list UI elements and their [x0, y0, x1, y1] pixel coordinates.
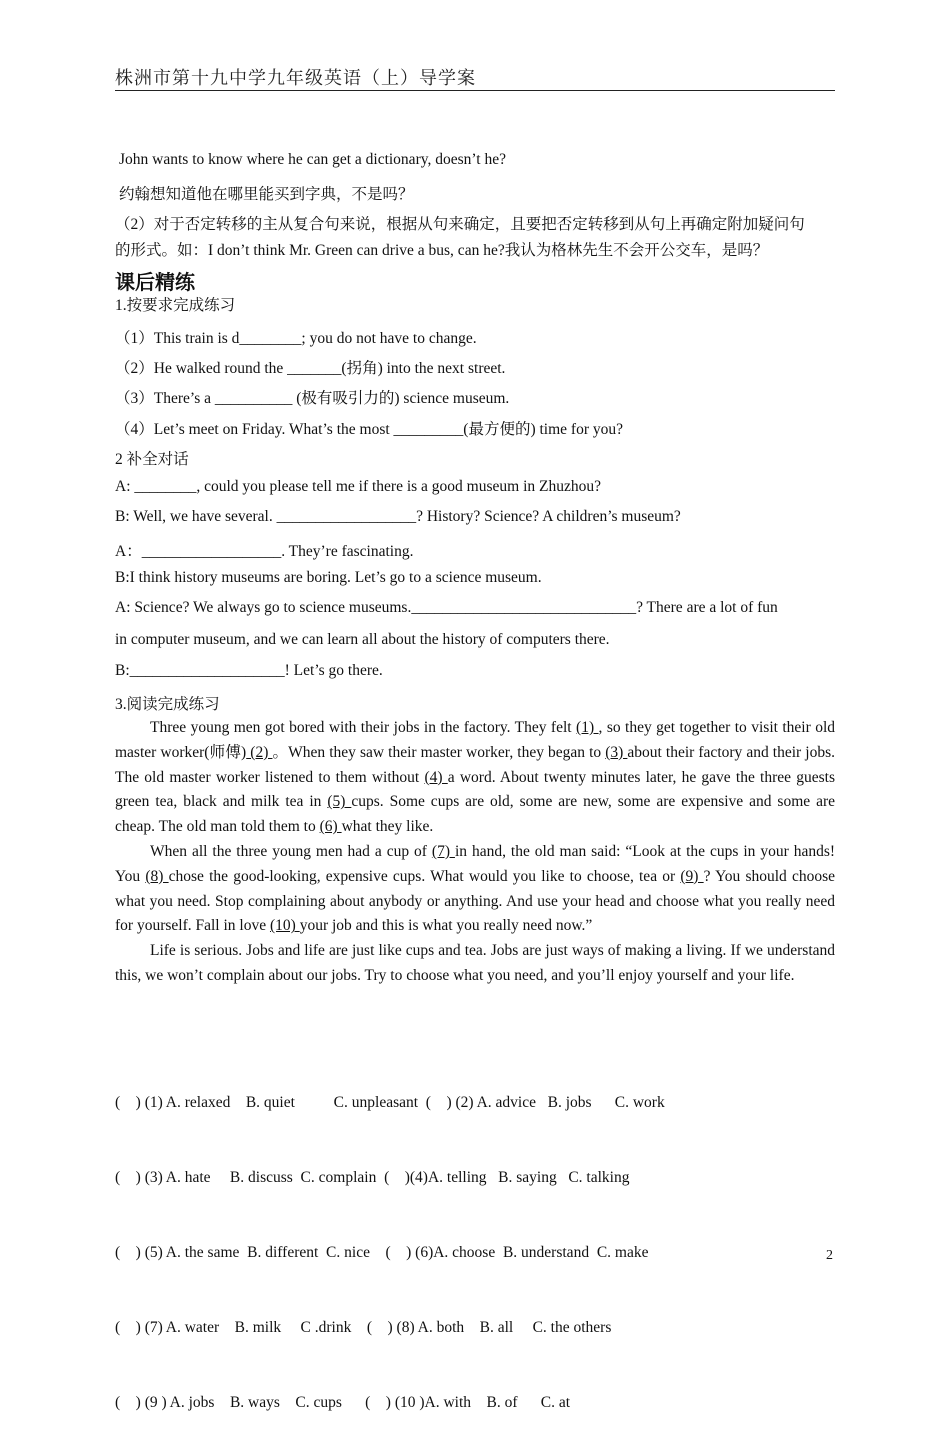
- passage-paragraph-2: When all the three young men had a cup of (7) in hand, the old man said: “Look at the cups in your hands! You (8) chose the good-looking, expensive cups. What would you like to choose, tea or (9) ? You should choose what you need. Stop complaining about anybody or anything. And use your head and choose what you really need for yourself. Fall in love (10) your job and this is what you really need now.”: [115, 842, 836, 935]
- options-list: [115, 1040, 665, 1440]
- ex1-item: （3）There’s a __________ (极有吸引力的) science museum.: [115, 390, 510, 407]
- options-row: ( ) (9 ) A. jobs B. ways C. cups ( ) (10 )A. with B. of C. at: [115, 1394, 571, 1411]
- page-number: 2: [826, 1248, 833, 1263]
- ex1-item: （4）Let’s meet on Friday. What’s the most _________(最方便的) time for you?: [115, 421, 623, 438]
- blank-2: (2): [246, 743, 273, 761]
- grammar-rule2-line1: （2）对于否定转移的主从复合句来说，根据从句来确定，且要把否定转移到从句上再确定附加疑问句: [115, 216, 805, 233]
- blank-3: (3): [605, 743, 628, 761]
- dialogue-line: B:____________________! Let’s go there.: [115, 662, 383, 679]
- reading-passage: [115, 716, 835, 989]
- options-row: ( ) (5) A. the same B. different C. nice ( ) (6)A. choose B. understand C. make: [115, 1244, 649, 1261]
- dialogue-line: B:I think history museums are boring. Let’s go to a science museum.: [115, 569, 542, 586]
- section-title: 课后精练: [115, 272, 195, 294]
- ex1-title: 1.按要求完成练习: [115, 297, 236, 314]
- header-rule: [115, 90, 835, 91]
- blank-10: (10): [269, 917, 300, 935]
- blank-7: (7): [431, 842, 455, 860]
- dialogue-line: A：__________________. They’re fascinating.: [115, 543, 414, 560]
- blank-9: (9): [680, 867, 704, 885]
- blank-6: (6): [319, 818, 342, 836]
- ex2-title: 2 补全对话: [115, 451, 189, 468]
- ex1-item: （1）This train is d________; you do not have to change.: [115, 330, 477, 347]
- ex1-item: （2）He walked round the _______(拐角) into the next street.: [115, 360, 506, 377]
- passage-paragraph-3: Life is serious. Jobs and life are just like cups and tea. Jobs are just ways of making a living. If we understand this, we won’t complain about our jobs. Try to choose what you need, and you’ll enjoy yourself and your life.: [115, 942, 835, 984]
- passage-paragraph-1: Three young men got bored with their jobs in the factory. They felt (1) , so they get together to visit their old master worker(师傅) (2) 。When they saw their master worker, they began to (3) about their factory and their jobs. The old master worker listened to them without (4) a word. About twenty minutes later, he gave the three guests green tea, black and milk tea in (5) cups. Some cups are old, some are new, some are expensive and some are cheap. The old man told them to (6) what they like.: [115, 719, 836, 836]
- grammar-example-en: John wants to know where he can get a dictionary, doesn’t he?: [119, 151, 506, 168]
- dialogue-line: A: ________, could you please tell me if there is a good museum in Zhuzhou?: [115, 478, 601, 495]
- options-row: ( ) (3) A. hate B. discuss C. complain ( )(4)A. telling B. saying C. talking: [115, 1169, 630, 1186]
- options-row: ( ) (1) A. relaxed B. quiet C. unpleasant ( ) (2) A. advice B. jobs C. work: [115, 1094, 665, 1111]
- blank-8: (8): [145, 867, 169, 885]
- blank-1: (1): [576, 719, 599, 736]
- page-header: 株洲市第十九中学九年级英语（上）导学案: [115, 68, 476, 88]
- options-row: ( ) (7) A. water B. milk C .drink ( ) (8) A. both B. all C. the others: [115, 1319, 612, 1336]
- ex3-title: 3.阅读完成练习: [115, 696, 220, 713]
- blank-5: (5): [327, 793, 352, 811]
- dialogue-line: A: Science? We always go to science museums._____________________________? There are a lot of fun: [115, 599, 778, 616]
- grammar-example-cn: 约翰想知道他在哪里能买到字典，不是吗？: [119, 186, 414, 203]
- blank-4: (4): [424, 768, 448, 786]
- dialogue-line: B: Well, we have several. __________________? History? Science? A children’s museum?: [115, 508, 681, 525]
- dialogue-line: in computer museum, and we can learn all about the history of computers there.: [115, 631, 610, 648]
- grammar-rule2-line2: 的形式。如：I don’t think Mr. Green can drive a bus, can he?我认为格林先生不会开公交车，是吗？: [115, 242, 769, 259]
